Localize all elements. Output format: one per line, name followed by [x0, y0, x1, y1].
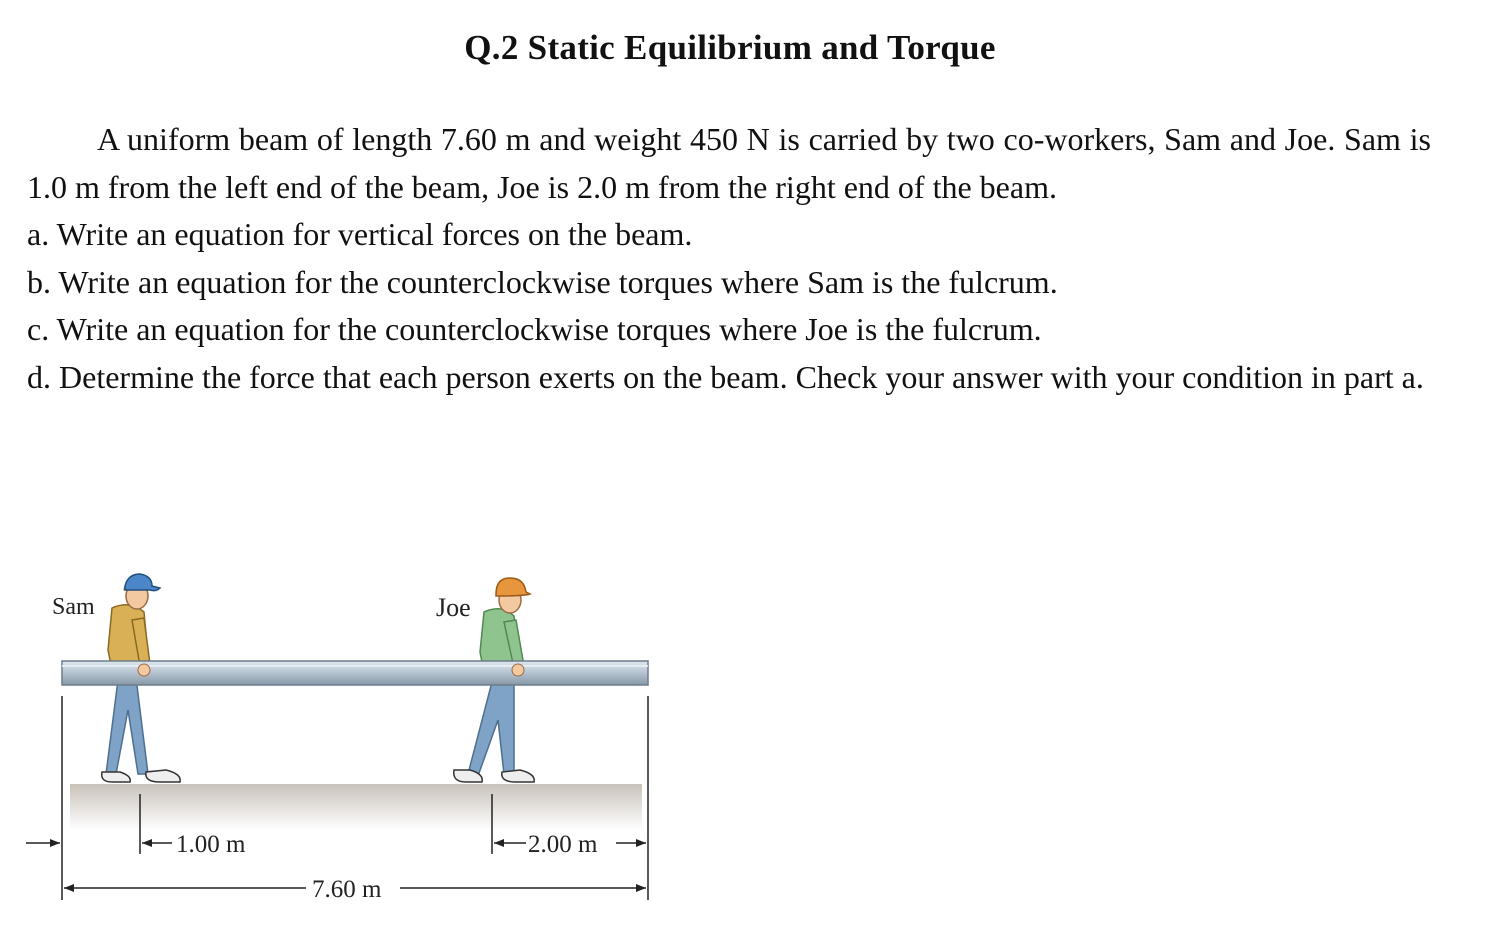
beam-figure	[20, 560, 680, 920]
dim-left	[26, 831, 246, 858]
question-d: d. Determine the force that each person exerts on the beam. Check your answer with your condition in part a.	[27, 358, 1424, 395]
problem-text	[27, 116, 1431, 401]
label-joe: Joe	[436, 593, 471, 622]
label-sam: Sam	[52, 594, 95, 620]
beam-figure-svg	[20, 560, 680, 920]
ground	[70, 784, 642, 830]
page-title: Q.2 Static Equilibrium and Torque	[464, 28, 996, 67]
question-a: a. Write an equation for vertical forces on the beam.	[27, 216, 693, 252]
dim-right	[494, 831, 646, 858]
beam	[62, 661, 648, 685]
question-b: b. Write an equation for the counterclockwise torques where Sam is the fulcrum.	[27, 263, 1058, 300]
intro-paragraph: A uniform beam of length 7.60 m and weight 450 N is carried by two co-workers, Sam and Joe. Sam is 1.0 m from the left end of the beam, Joe is 2.0 m from the right end of the beam.	[27, 121, 1431, 205]
dim-right-label: 2.00 m	[528, 831, 598, 858]
question-c: c. Write an equation for the counterclockwise torques where Joe is the fulcrum.	[27, 311, 1042, 347]
dim-left-label: 1.00 m	[176, 831, 246, 858]
dim-total	[64, 876, 646, 903]
dim-total-label: 7.60 m	[312, 876, 382, 903]
